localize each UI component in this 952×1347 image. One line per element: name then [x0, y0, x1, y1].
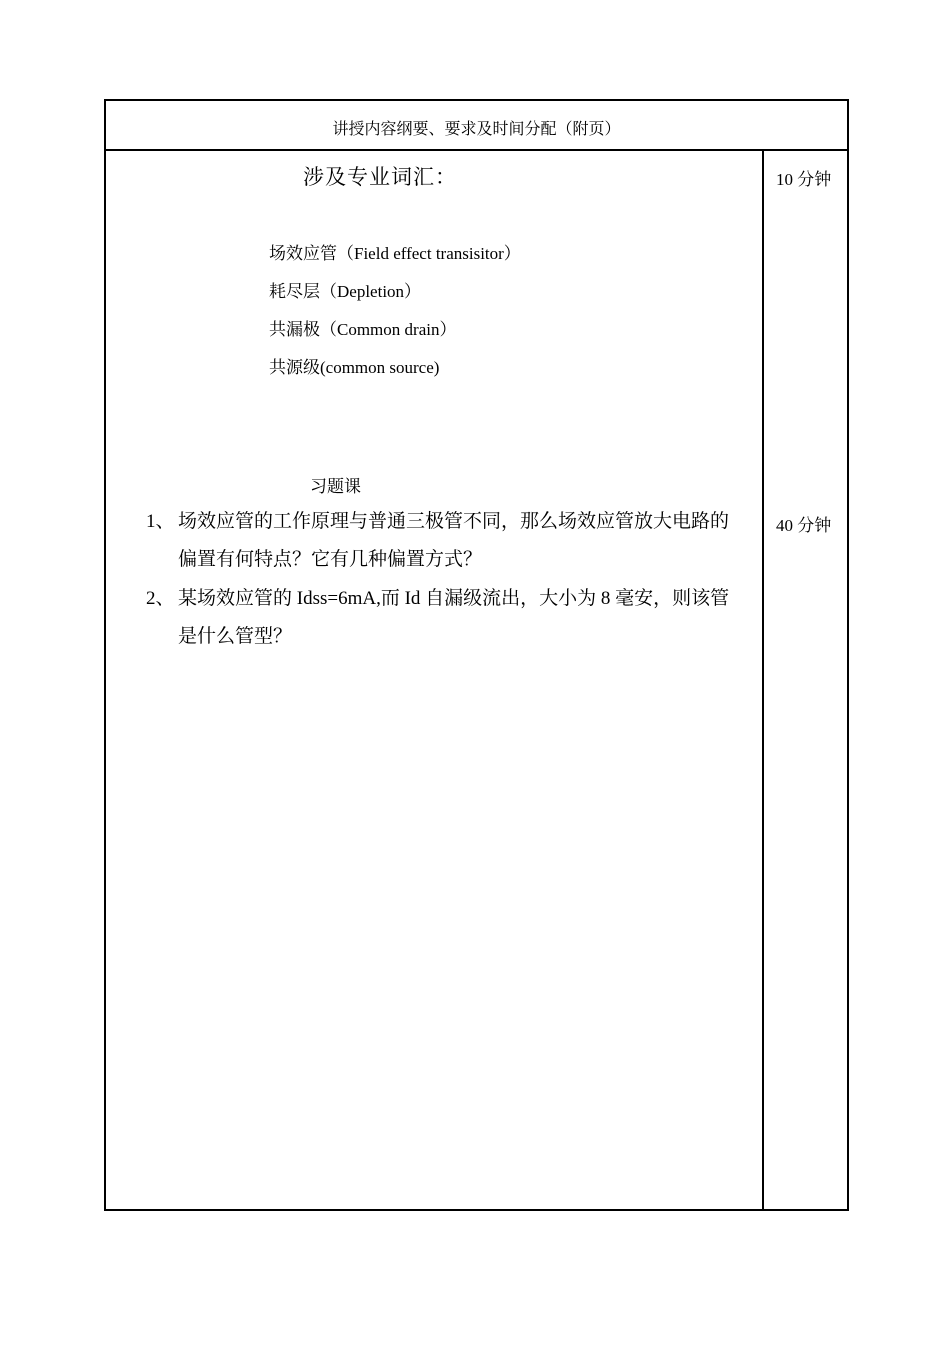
- question-text-line1: 某场效应管的 Idss=6mA,而 Id 自漏级流出，大小为 8 毫安，则该管: [178, 588, 730, 609]
- question-number: 2、: [146, 588, 175, 609]
- vocabulary-item: 共漏极（Common drain）: [269, 320, 457, 339]
- vocabulary-item: 共源级(common source): [269, 358, 440, 377]
- vocabulary-item: 场效应管（Field effect transisitor）: [269, 244, 521, 263]
- question-text-line2: 偏置有何特点？它有几种偏置方式？: [178, 549, 483, 570]
- question-2: [146, 580, 756, 656]
- vocabulary-time: 10 分钟: [776, 170, 832, 189]
- vocabulary-list: [269, 239, 521, 391]
- question-text-line1: 场效应管的工作原理与普通三极管不同，那么场效应管放大电路的: [178, 511, 730, 532]
- question-text-line2: 是什么管型？: [178, 626, 293, 647]
- column-divider: [762, 151, 764, 1209]
- vocabulary-item: 耗尽层（Depletion）: [269, 282, 422, 301]
- question-1: [146, 503, 756, 579]
- exercise-title: 习题课: [310, 477, 361, 496]
- syllabus-table: [104, 99, 849, 1211]
- table-header: 讲授内容纲要、要求及时间分配（附页）: [106, 101, 847, 151]
- question-number: 1、: [146, 511, 175, 532]
- vocabulary-title: 涉及专业词汇：: [303, 165, 457, 189]
- exercise-time: 40 分钟: [776, 516, 832, 535]
